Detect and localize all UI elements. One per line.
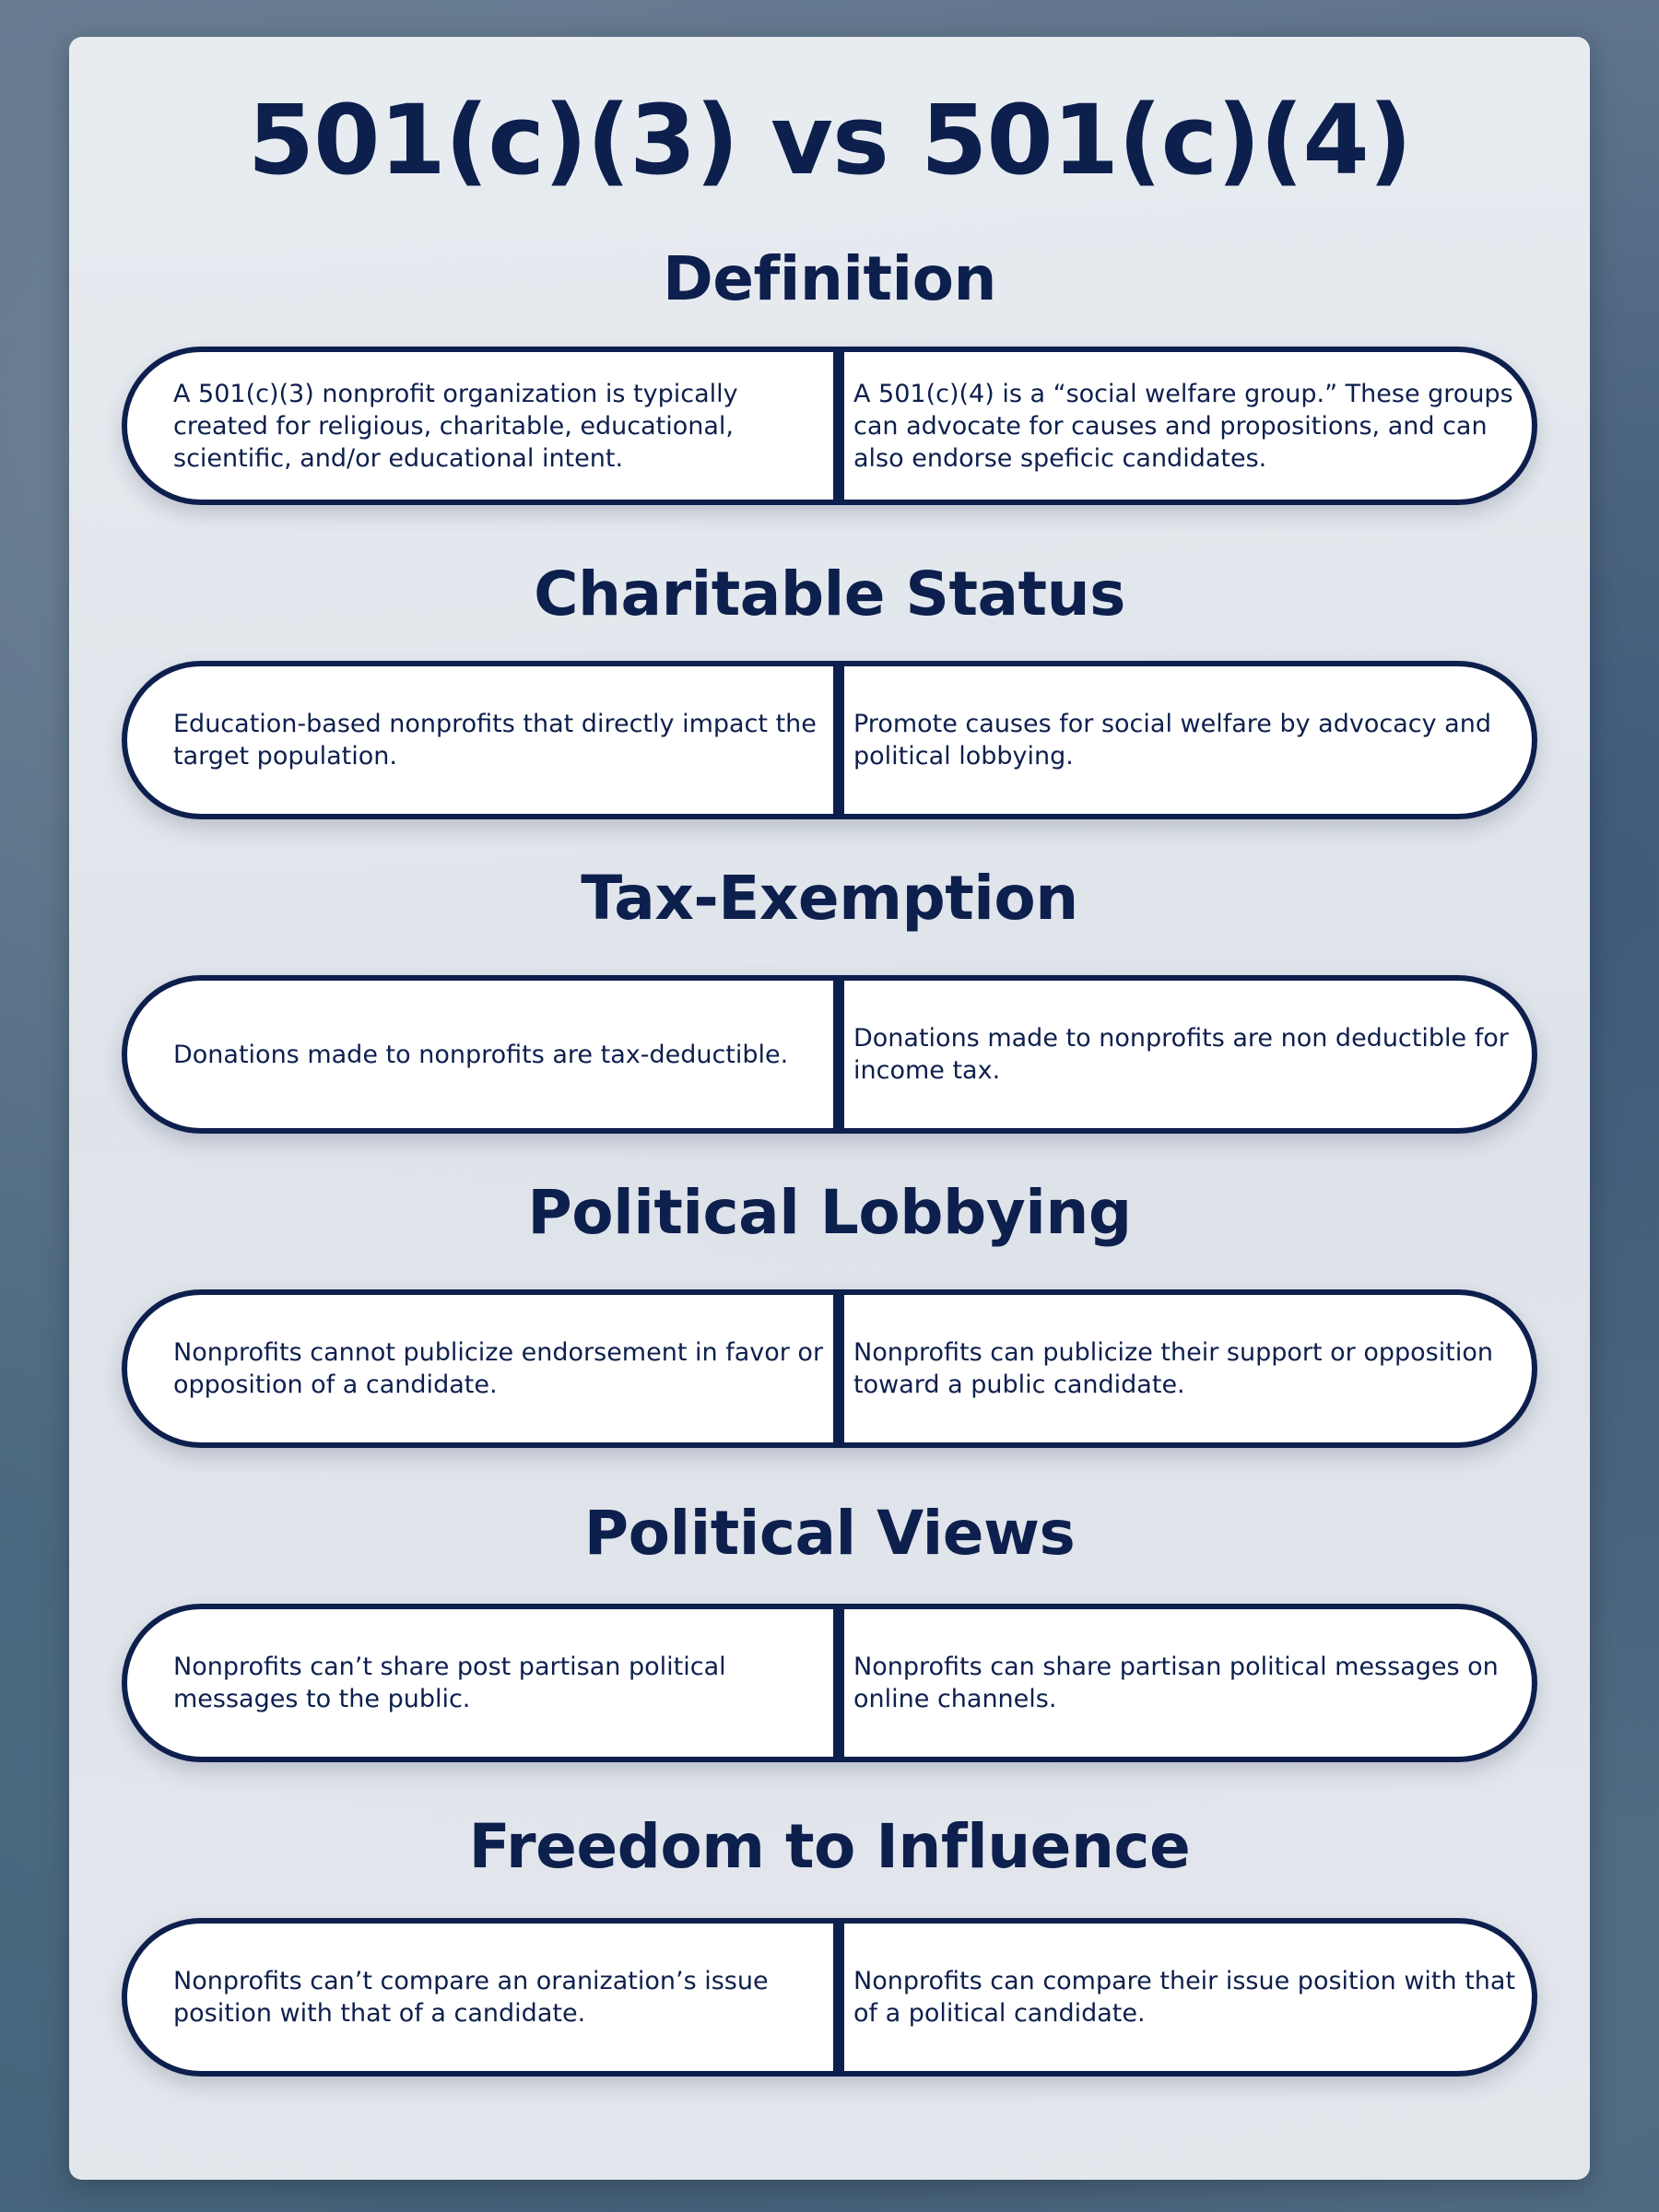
comparison-row-freedom-to-influence [122,1918,1537,2077]
c4-cell: Nonprofits can compare their issue position with that of a political candidate. [853,1967,1516,2028]
c4-cell: Promote causes for social welfare by advocacy and political lobbying. [853,710,1491,771]
c3-cell: Nonprofits can’t compare an oranization’s issue position with that of a candidate. [173,1967,769,2028]
comparison-row-tax-exemption [122,975,1537,1134]
section-heading: Charitable Status [534,559,1125,629]
section-heading: Political Views [583,1498,1076,1569]
section-political-lobbying [0,1177,1659,1248]
comparison-row-definition [122,347,1537,505]
column-divider [833,1289,844,1448]
section-charitable-status [0,559,1659,629]
column-divider [833,347,844,505]
page-title: 501(c)(3) vs 501(c)(4) [247,84,1412,196]
c4-cell: A 501(c)(4) is a “social welfare group.” These groups can advocate for causes and propositions, and can also endorse speficic candidates. [853,379,1513,473]
section-political-views [0,1498,1659,1569]
section-freedom-to-influence [0,1811,1659,1882]
section-heading: Definition [663,243,996,314]
comparison-row-political-lobbying [122,1289,1537,1448]
c4-cell: Donations made to nonprofits are non deductible for income tax. [853,1024,1509,1085]
section-heading: Tax-Exemption [581,863,1078,934]
column-divider [833,1918,844,2077]
column-divider [833,661,844,819]
c4-cell: Nonprofits can share partisan political messages on online channels. [853,1653,1499,1713]
section-tax-exemption [0,863,1659,934]
c3-cell: Donations made to nonprofits are tax-deductible. [173,1040,789,1069]
comparison-row-political-views [122,1604,1537,1762]
section-definition [0,243,1659,314]
section-heading: Freedom to Influence [468,1811,1191,1882]
column-divider [833,1604,844,1762]
section-heading: Political Lobbying [527,1177,1132,1248]
c4-cell: Nonprofits can publicize their support or opposition toward a public candidate. [853,1338,1493,1399]
c3-cell: A 501(c)(3) nonprofit organization is typically created for religious, charitable, educational, scientific, and/or educational intent. [173,379,738,473]
c3-cell: Nonprofits cannot publicize endorsement in favor or opposition of a candidate. [173,1338,824,1399]
c3-cell: Education-based nonprofits that directly impact the target population. [173,710,817,771]
c3-cell: Nonprofits can’t share post partisan political messages to the public. [173,1653,726,1713]
column-divider [833,975,844,1134]
comparison-row-charitable-status [122,661,1537,819]
